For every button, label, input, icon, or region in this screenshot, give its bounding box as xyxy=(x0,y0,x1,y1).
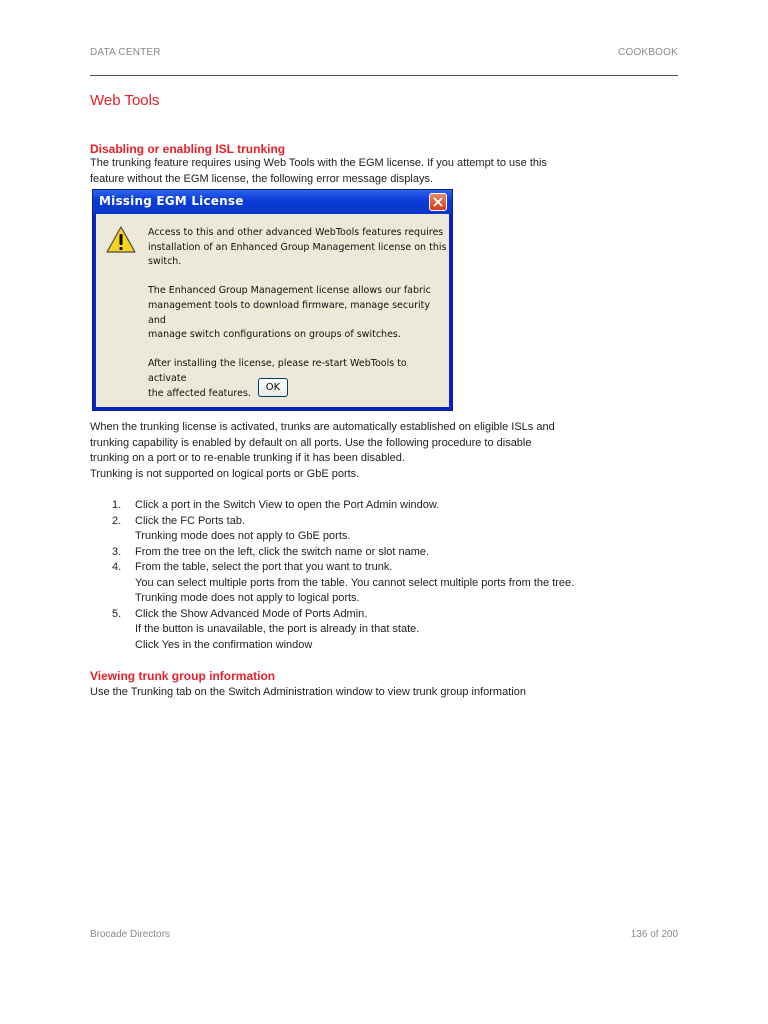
step-number: 1. xyxy=(112,499,122,511)
footer-left: Brocade Directors xyxy=(90,929,171,940)
dialog-body xyxy=(96,214,449,407)
step-item xyxy=(90,514,690,545)
dialog-text-line: manage switch configurations on groups of switches. xyxy=(148,329,401,341)
intro-line: feature without the EGM license, the following error message displays. xyxy=(90,172,433,185)
body-line: When the trunking license is activated, trunks are automatically established on eligible ISLs and xyxy=(90,421,555,433)
section2-body xyxy=(90,685,690,701)
step-note: Trunking mode does not apply to GbE ports. xyxy=(135,530,351,542)
dialog-paragraph xyxy=(148,226,448,270)
dialog-paragraph xyxy=(148,357,448,401)
warning-icon xyxy=(105,225,137,260)
dialog-text-line: switch. xyxy=(148,256,182,268)
dialog-text-line: installation of an Enhanced Group Management license on this xyxy=(148,241,447,253)
procedure-steps xyxy=(90,498,690,653)
page-number: 136 of 200 xyxy=(630,929,678,940)
page-title: Web Tools xyxy=(90,92,160,109)
intro-line: The trunking feature requires using Web Tools with the EGM license. If you attempt to use this xyxy=(90,157,547,169)
close-icon[interactable] xyxy=(429,193,447,211)
step-item xyxy=(90,560,690,607)
header-left: DATA CENTER xyxy=(90,47,161,58)
step-note: If the button is unavailable, the port is already in that state. xyxy=(135,623,420,635)
section-intro xyxy=(90,156,690,187)
header-rule xyxy=(90,75,678,76)
step-number: 4. xyxy=(112,561,122,573)
dialog-text-line: the affected features. xyxy=(148,387,251,399)
step-note: Click Yes in the confirmation window xyxy=(135,638,313,651)
dialog-titlebar xyxy=(93,190,452,214)
step-note: Trunking mode does not apply to logical ports. xyxy=(135,592,360,604)
step-text: From the table, select the port that you want to trunk. xyxy=(135,561,393,573)
step-text: From the tree on the left, click the switch name or slot name. xyxy=(135,545,430,558)
step-number: 2. xyxy=(112,514,122,527)
step-item xyxy=(90,607,690,654)
section-heading-isl-trunking: Disabling or enabling ISL trunking xyxy=(90,142,286,156)
section-heading-trunk-group: Viewing trunk group information xyxy=(90,669,276,683)
dialog-text-line: The Enhanced Group Management license allows our fabric xyxy=(148,285,431,297)
step-note: You can select multiple ports from the table. You cannot select multiple ports from the tree. xyxy=(135,576,575,589)
step-number: 5. xyxy=(112,607,122,620)
step-text: Click the Show Advanced Mode of Ports Admin. xyxy=(135,607,368,620)
dialog-message xyxy=(148,226,448,401)
step-item xyxy=(90,545,690,561)
step-item xyxy=(90,498,690,514)
step-number: 3. xyxy=(112,545,122,558)
dialog-title: Missing EGM License xyxy=(99,194,244,208)
body-line: Use the Trunking tab on the Switch Administration window to view trunk group information xyxy=(90,686,526,698)
step-text: Click the FC Ports tab. xyxy=(135,514,246,527)
body-line: trunking capability is enabled by default on all ports. Use the following procedure to disable xyxy=(90,436,532,449)
step-text: Click a port in the Switch View to open the Port Admin window. xyxy=(135,499,440,511)
dialog-text-line: Access to this and other advanced WebTools features requires xyxy=(148,227,444,238)
header-right: COOKBOOK xyxy=(618,47,678,58)
body-line: Trunking is not supported on logical ports or GbE ports. xyxy=(90,467,360,480)
section-body xyxy=(90,420,690,482)
ok-button[interactable]: OK xyxy=(258,378,288,397)
missing-license-dialog xyxy=(92,189,453,411)
dialog-paragraph xyxy=(148,284,448,342)
dialog-text-line: management tools to download firmware, manage security and xyxy=(148,299,431,326)
dialog-text-line: After installing the license, please re-start WebTools to activate xyxy=(148,358,407,384)
body-line: trunking on a port or to re-enable trunking if it has been disabled. xyxy=(90,452,405,464)
